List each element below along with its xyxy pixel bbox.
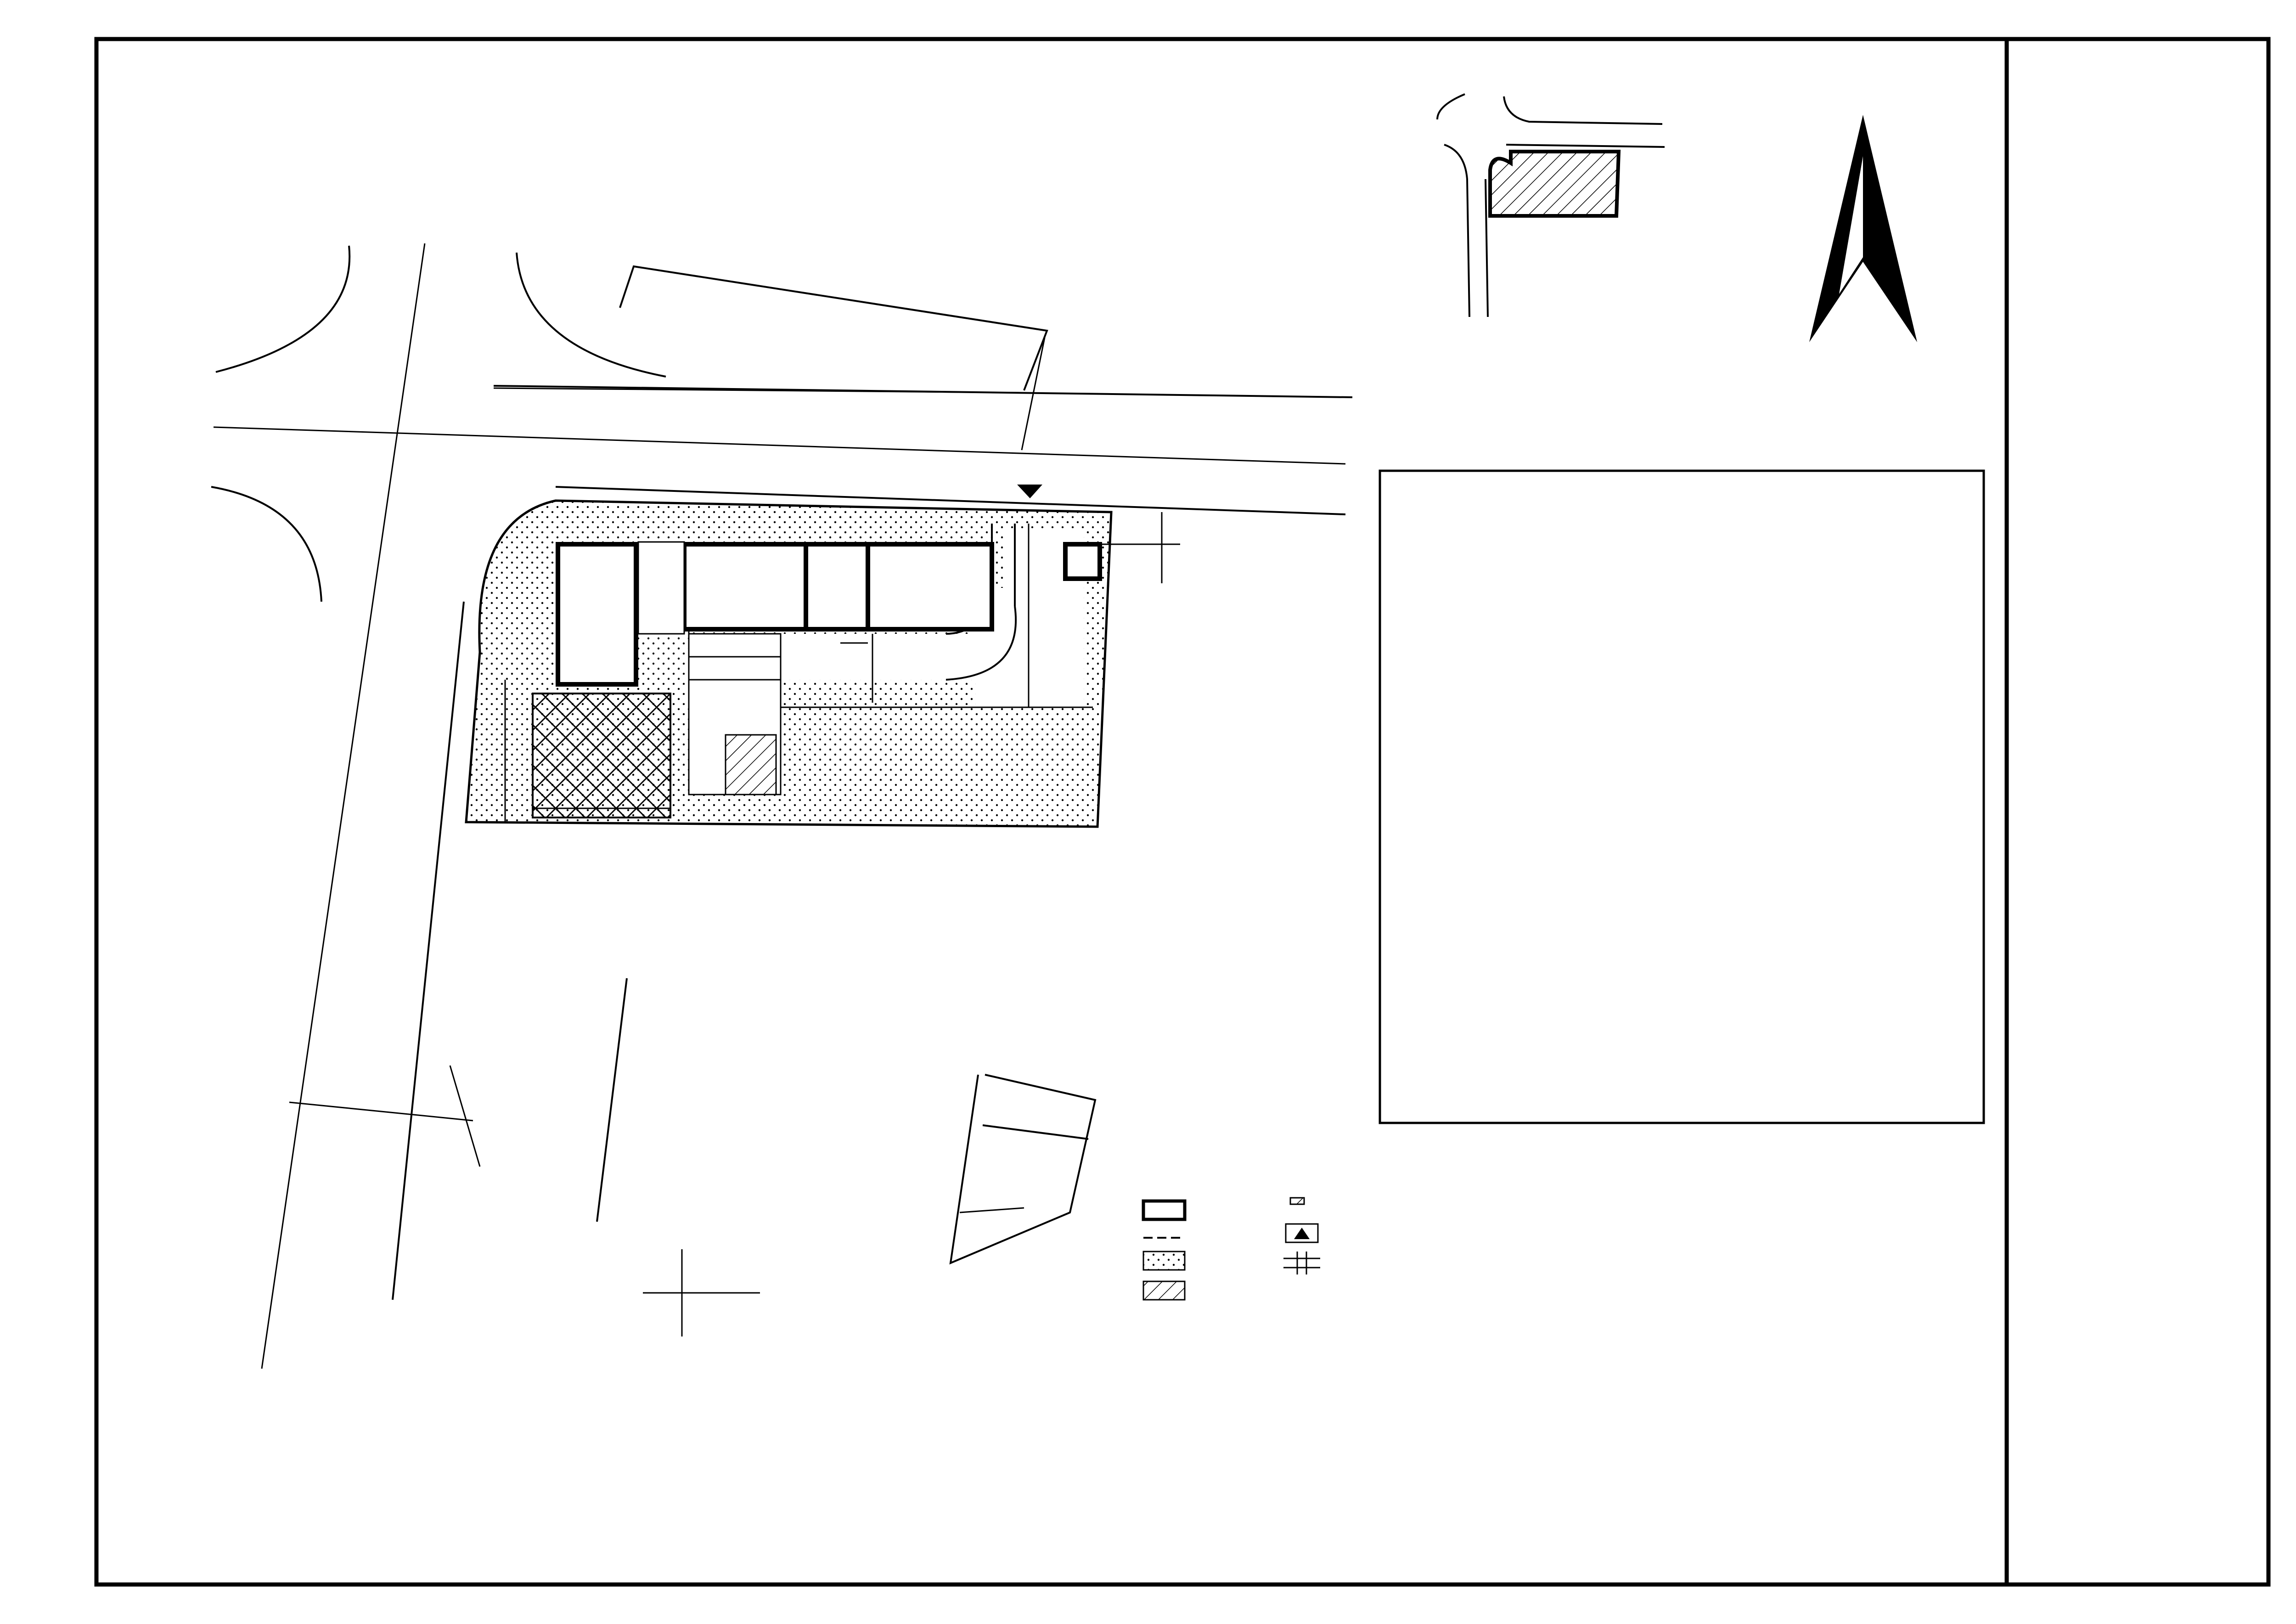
jingtian-road-centerline [214,427,1345,464]
ninghai-road-edge [393,602,464,1300]
outer-border [96,39,2268,1585]
gate-plaza [533,694,670,818]
legend-new-building-swatch [1143,1201,1185,1219]
north-arrow [1809,115,1917,342]
legend-nonmotor-swatch [1290,1198,1304,1204]
location-map [1437,94,1665,317]
location-parcel [1490,152,1619,216]
road-redline-leader [289,1102,473,1121]
building-main-4f [806,544,868,629]
building-main-east [868,544,992,629]
sheet-title [2007,41,2296,1585]
legend-motor-swatch [1143,1281,1185,1300]
building-annex [558,544,636,684]
legend-green-swatch [1143,1252,1185,1270]
ninghai-road-centerline [262,243,425,1369]
indicator-table [1380,471,1984,1123]
legend-road-swatch [1283,1252,1320,1274]
building-main-3f [684,544,806,629]
building-gatehouse [1065,544,1100,579]
entrance-marker [1017,485,1042,498]
legend [1143,1198,1320,1300]
